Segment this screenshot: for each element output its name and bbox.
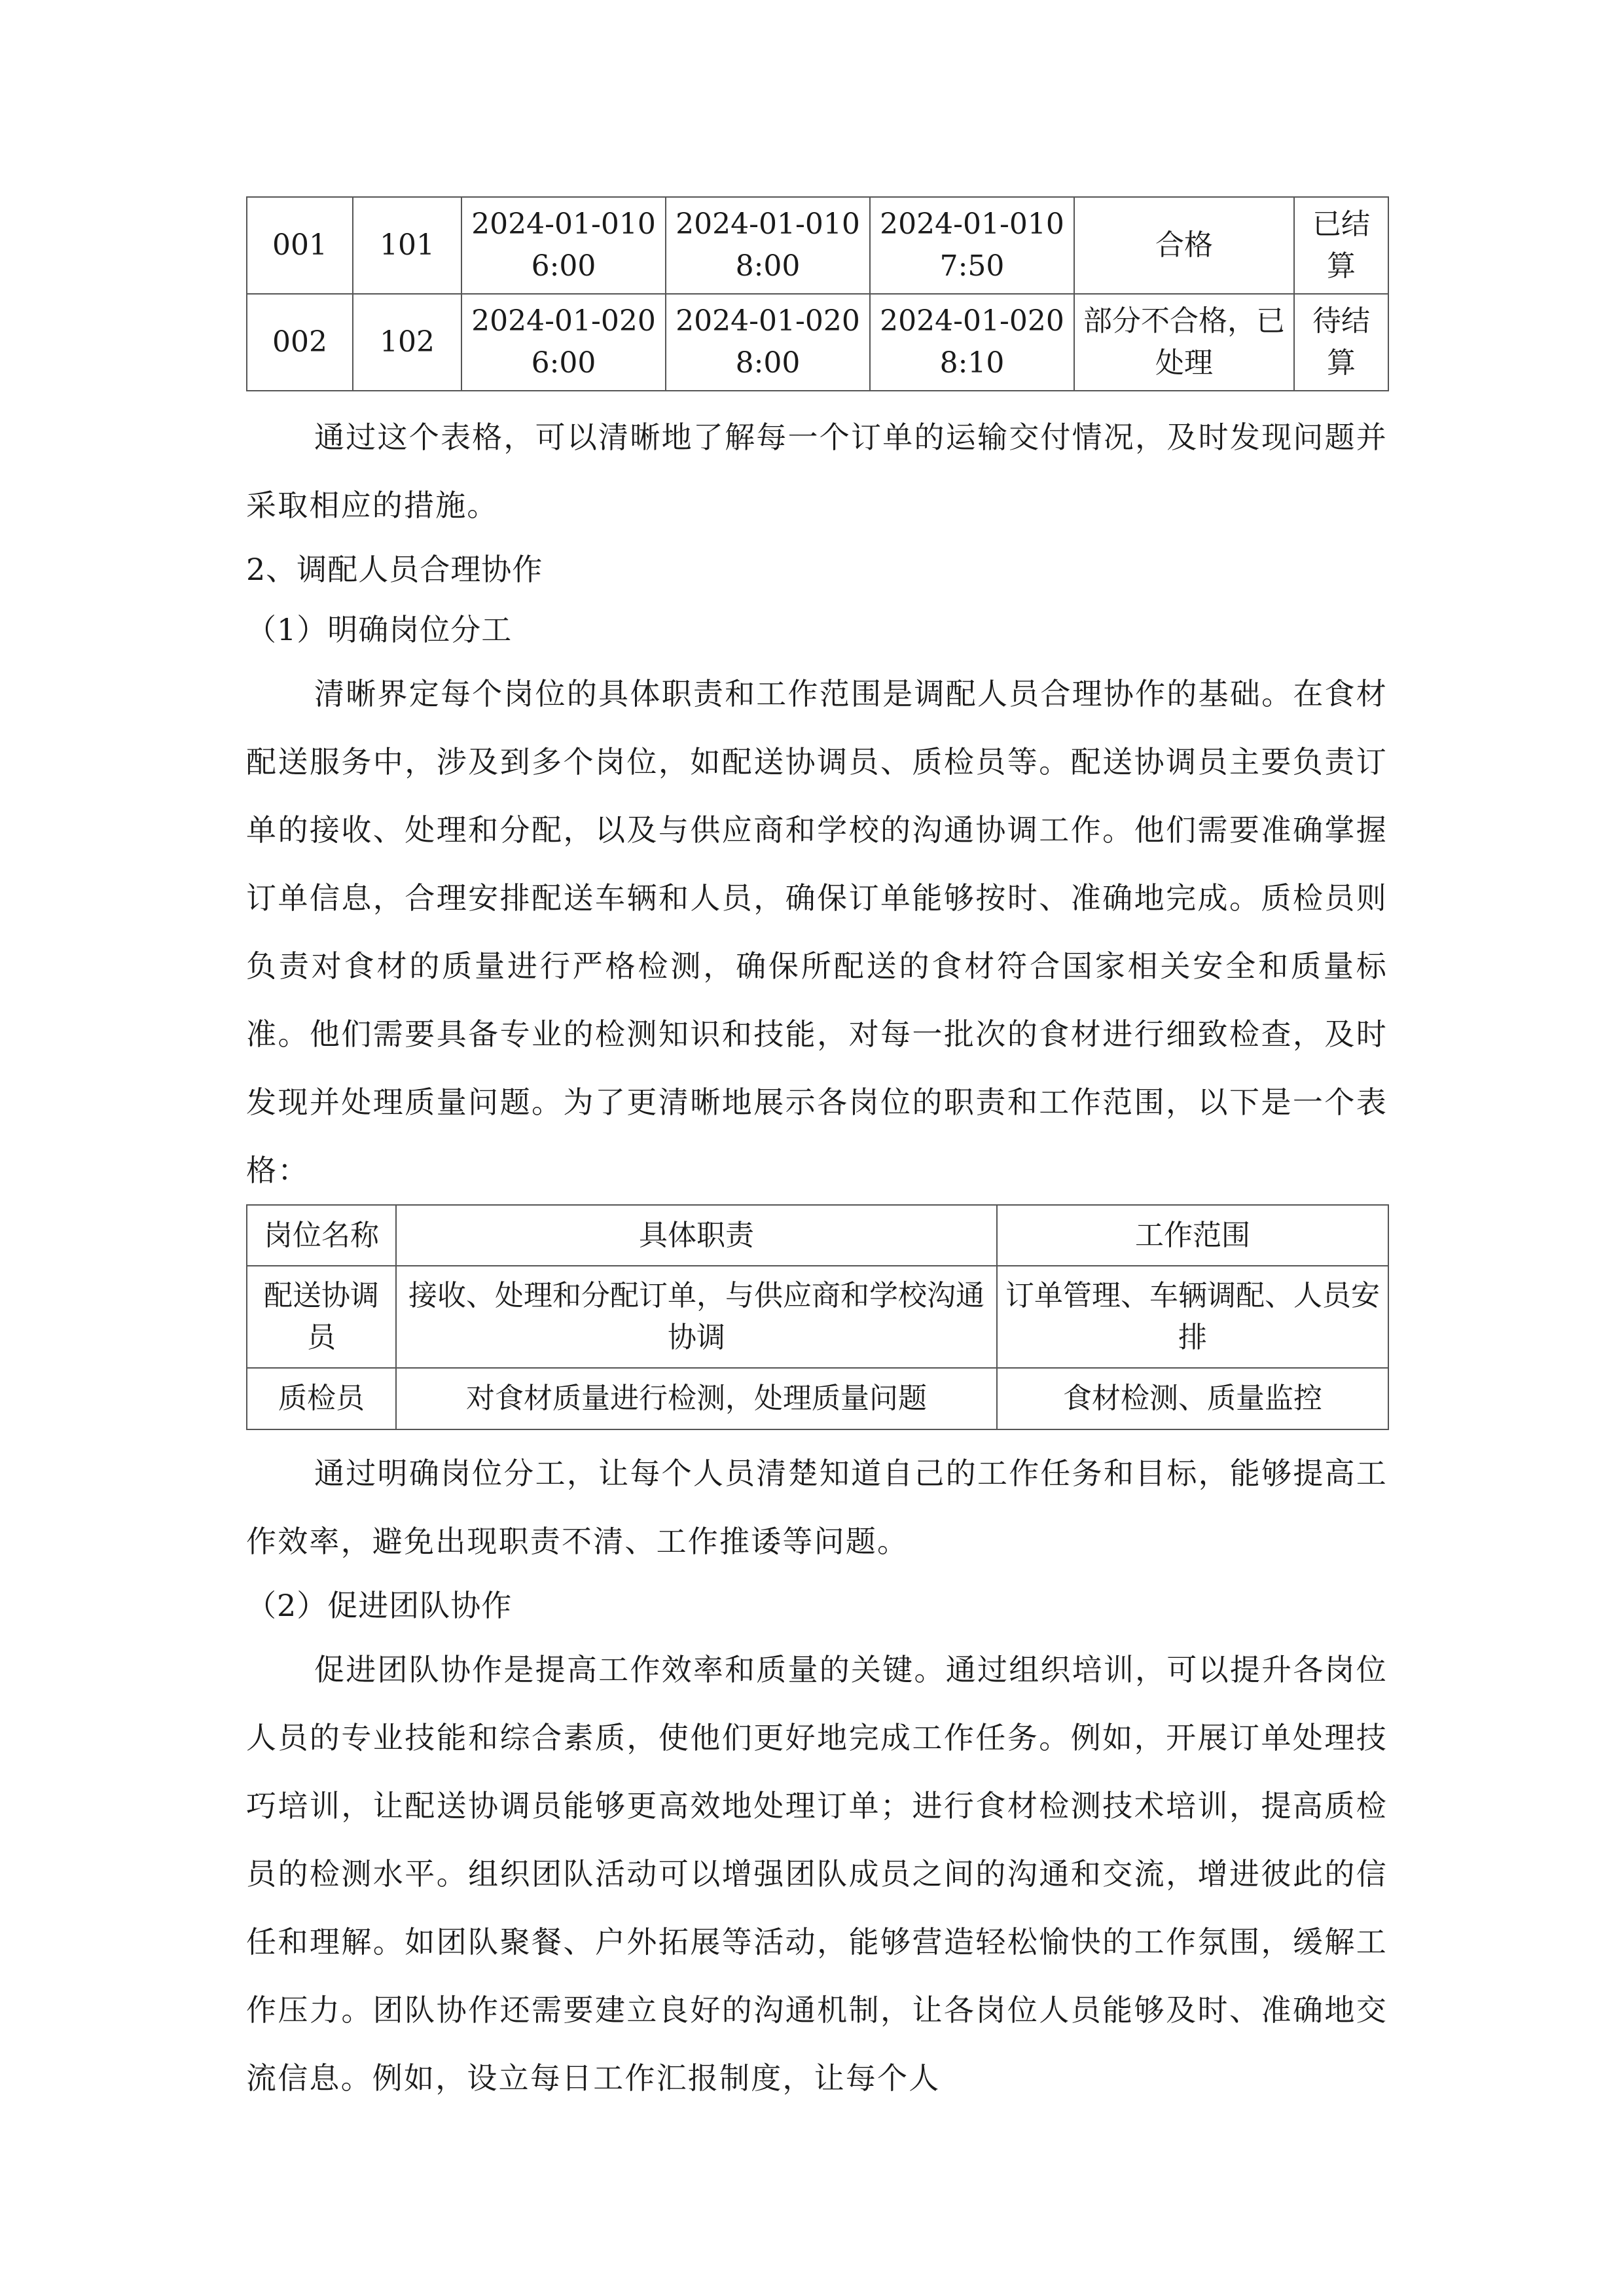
paragraph: 促进团队协作是提高工作效率和质量的关键。通过组织培训，可以提升各岗位人员的专业技能和综合素质，使他们更好地完成工作任务。例如，开展订单处理技巧培训，让配送协调员能够更高效地处理订单；进行食材检测技术培训，提高质检员的检测水平。组织团队活动可以增强团队成员之间的沟通和交流，增进彼此的信任和理解。如团队聚餐、户外拓展等活动，能够营造轻松愉快的工作氛围，缓解工作压力。团队协作还需要建立良好的沟通机制，让各岗位人员能够及时、准确地交流信息。例如，设立每日工作汇报制度，让每个人 bbox=[246, 1652, 1388, 2096]
table-header-cell: 具体职责 bbox=[396, 1205, 997, 1266]
table-row bbox=[247, 294, 1388, 391]
table-cell: 食材检测、质量监控 bbox=[997, 1368, 1388, 1429]
paragraph: 通过明确岗位分工，让每个人员清楚知道自己的工作任务和目标，能够提高工作效率，避免出现职责不清、工作推诿等问题。 bbox=[246, 1456, 1388, 1559]
order-delivery-table bbox=[246, 196, 1389, 391]
paragraph: 清晰界定每个岗位的具体职责和工作范围是调配人员合理协作的基础。在食材配送服务中，涉及到多个岗位，如配送协调员、质检员等。配送协调员主要负责订单的接收、处理和分配，以及与供应商和学校的沟通协调工作。他们需要准确掌握订单信息，合理安排配送车辆和人员，确保订单能够按时、准确地完成。质检员则负责对食材的质量进行严格检测，确保所配送的食材符合国家相关安全和质量标准。他们需要具备专业的检测知识和技能，对每一批次的食材进行细致检查，及时发现并处理质量问题。为了更清晰地展示各岗位的职责和工作范围，以下是一个表格： bbox=[246, 676, 1388, 1188]
table-cell: 配送协调员 bbox=[247, 1266, 396, 1368]
table-cell: 102 bbox=[353, 294, 461, 391]
job-duties-table bbox=[246, 1204, 1389, 1430]
subsection-heading: （2）促进团队协作 bbox=[246, 1588, 513, 1623]
table-cell: 合格 bbox=[1074, 197, 1294, 294]
table-cell: 002 bbox=[247, 294, 353, 391]
table-cell: 2024-01-0208:00 bbox=[666, 294, 870, 391]
table-cell: 部分不合格，已处理 bbox=[1074, 294, 1294, 391]
table-cell: 接收、处理和分配订单，与供应商和学校沟通协调 bbox=[396, 1266, 997, 1368]
subsection-heading: （1）明确岗位分工 bbox=[246, 612, 513, 647]
table-header-row bbox=[247, 1205, 1388, 1266]
table-cell: 质检员 bbox=[247, 1368, 396, 1429]
table-cell: 2024-01-0208:10 bbox=[870, 294, 1074, 391]
table-row bbox=[247, 1266, 1388, 1368]
table-row bbox=[247, 1368, 1388, 1429]
table-cell: 对食材质量进行检测，处理质量问题 bbox=[396, 1368, 997, 1429]
table-cell: 2024-01-0108:00 bbox=[666, 197, 870, 294]
table-cell: 已结算 bbox=[1294, 197, 1388, 294]
table-cell: 2024-01-0106:00 bbox=[461, 197, 666, 294]
table-cell: 待结算 bbox=[1294, 294, 1388, 391]
table-cell: 订单管理、车辆调配、人员安排 bbox=[997, 1266, 1388, 1368]
table-header-cell: 岗位名称 bbox=[247, 1205, 396, 1266]
table-cell: 001 bbox=[247, 197, 353, 294]
paragraph: 通过这个表格，可以清晰地了解每一个订单的运输交付情况，及时发现问题并采取相应的措施。 bbox=[246, 420, 1388, 523]
table-cell: 2024-01-0206:00 bbox=[461, 294, 666, 391]
section-heading: 2、调配人员合理协作 bbox=[246, 552, 543, 587]
table-header-cell: 工作范围 bbox=[997, 1205, 1388, 1266]
document-page bbox=[246, 196, 1388, 2112]
table-row bbox=[247, 197, 1388, 294]
table-cell: 2024-01-0107:50 bbox=[870, 197, 1074, 294]
table-cell: 101 bbox=[353, 197, 461, 294]
